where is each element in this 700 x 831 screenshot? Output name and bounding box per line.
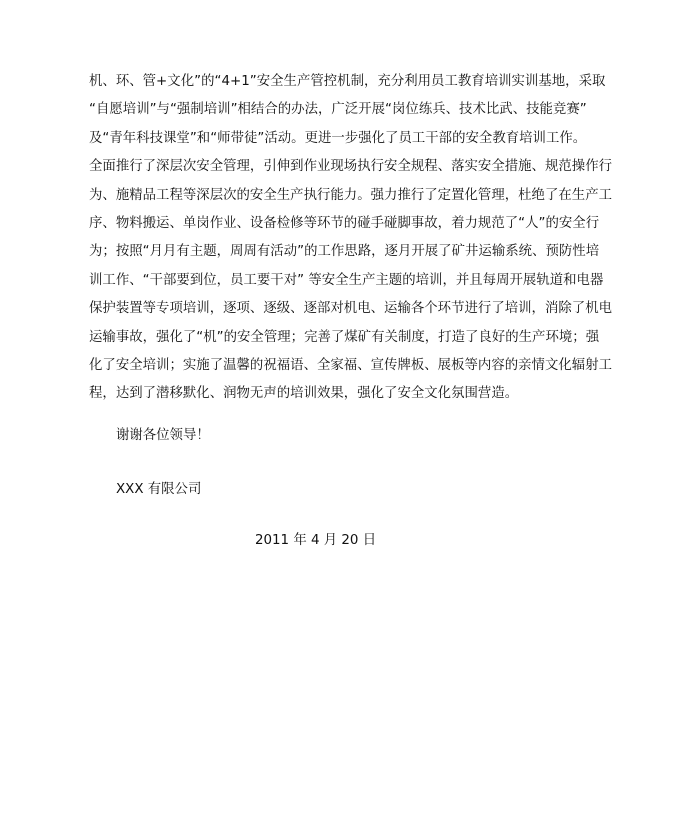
paragraph-line: “自愿培训”与“强制培训”相结合的办法，广泛开展“岗位练兵、技术比武、技能竞赛”	[89, 102, 587, 118]
paragraph-line: 运输事故，强化了“机”的安全管理；完善了煤矿有关制度，打造了良好的生产环境；强	[89, 329, 600, 345]
paragraph-line: 及“青年科技课堂”和“师带徒”活动。更进一步强化了员工干部的安全教育培训工作。	[89, 130, 587, 146]
document-date: 2011 年 4 月 20 日	[255, 533, 377, 548]
paragraph-line: 训工作、“干部要到位，员工要干对” 等安全生产主题的培训，并且每周开展轨道和电器	[89, 272, 604, 288]
paragraph-line: 为、施精品工程等深层次的安全生产执行能力。强力推行了定置化管理，杜绝了在生产工	[89, 187, 613, 203]
thanks-line: 谢谢各位领导！	[116, 428, 210, 443]
paragraph-line: 序、物料搬运、单岗作业、设备检修等环节的碰手碰脚事故，着力规范了“人”的安全行	[89, 215, 600, 231]
paragraph-line: 为；按照“月月有主题，周周有活动”的工作思路，逐月开展了矿井运输系统、预防性培	[89, 244, 600, 260]
paragraph-line: 保护装置等专项培训，逐项、逐级、逐部对机电、运输各个环节进行了培训，消除了机电	[89, 301, 613, 317]
paragraph-line: 程，达到了潜移默化、润物无声的培训效果，强化了安全文化氛围营造。	[89, 386, 519, 402]
body-paragraph	[89, 68, 629, 409]
paragraph-line: 机、环、管+文化”的“4+1”安全生产管控机制，充分利用员工教育培训实训基地，采取	[89, 74, 606, 89]
paragraph-line: 全面推行了深层次安全管理，引伸到作业现场执行安全规程、落实安全措施、规范操作行	[89, 159, 613, 175]
company-signature: XXX 有限公司	[116, 482, 202, 497]
paragraph-line: 化了安全培训；实施了温馨的祝福语、全家福、宣传牌板、展板等内容的亲情文化辐射工	[89, 357, 613, 373]
